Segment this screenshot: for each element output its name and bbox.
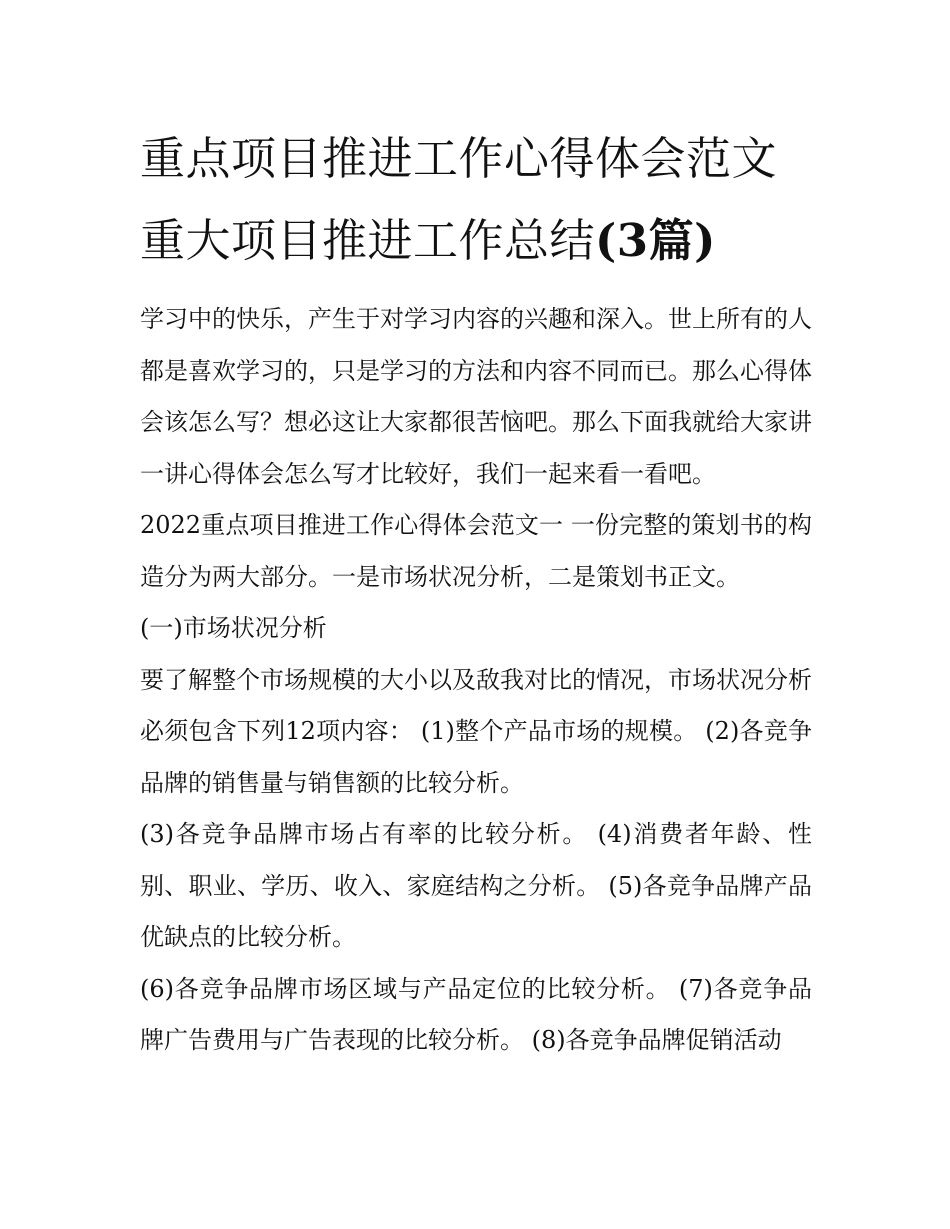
paragraph-structure: 2022重点项目推进工作心得体会范文一 一份完整的策划书的构造分为两大部分。一是市场状况分析，二是策划书正文。	[140, 511, 812, 591]
document-content	[140, 118, 812, 1067]
document-body	[140, 294, 812, 1067]
document-title-main: 重点项目推进工作心得体会范文 重大项目推进工作总结	[140, 132, 778, 267]
document-title	[140, 118, 812, 282]
paragraph-market-items-3: (6)各竞争品牌市场区域与产品定位的比较分析。 (7)各竞争品牌广告费用与广告表现的比较分析。 (8)各竞争品牌促销活动	[140, 974, 812, 1054]
section-heading-market-analysis: (一)市场状况分析	[140, 614, 327, 642]
paragraph-market-items-2: (3)各竞争品牌市场占有率的比较分析。 (4)消费者年龄、性别、职业、学历、收入、家庭结构之分析。 (5)各竞争品牌产品优缺点的比较分析。	[140, 820, 812, 951]
paragraph-market-items-1: 要了解整个市场规模的大小以及敌我对比的情况，市场状况分析必须包含下列12项内容： (1)整个产品市场的规模。 (2)各竞争品牌的销售量与销售额的比较分析。	[140, 665, 812, 797]
paragraph-intro: 学习中的快乐，产生于对学习内容的兴趣和深入。世上所有的人都是喜欢学习的，只是学习的方法和内容不同而已。那么心得体会该怎么写？想必这让大家都很苦恼吧。那么下面我就给大家讲一讲心得体会怎么写才比较好，我们一起来看一看吧。	[140, 305, 812, 488]
document-title-suffix: (3篇)	[595, 214, 716, 267]
